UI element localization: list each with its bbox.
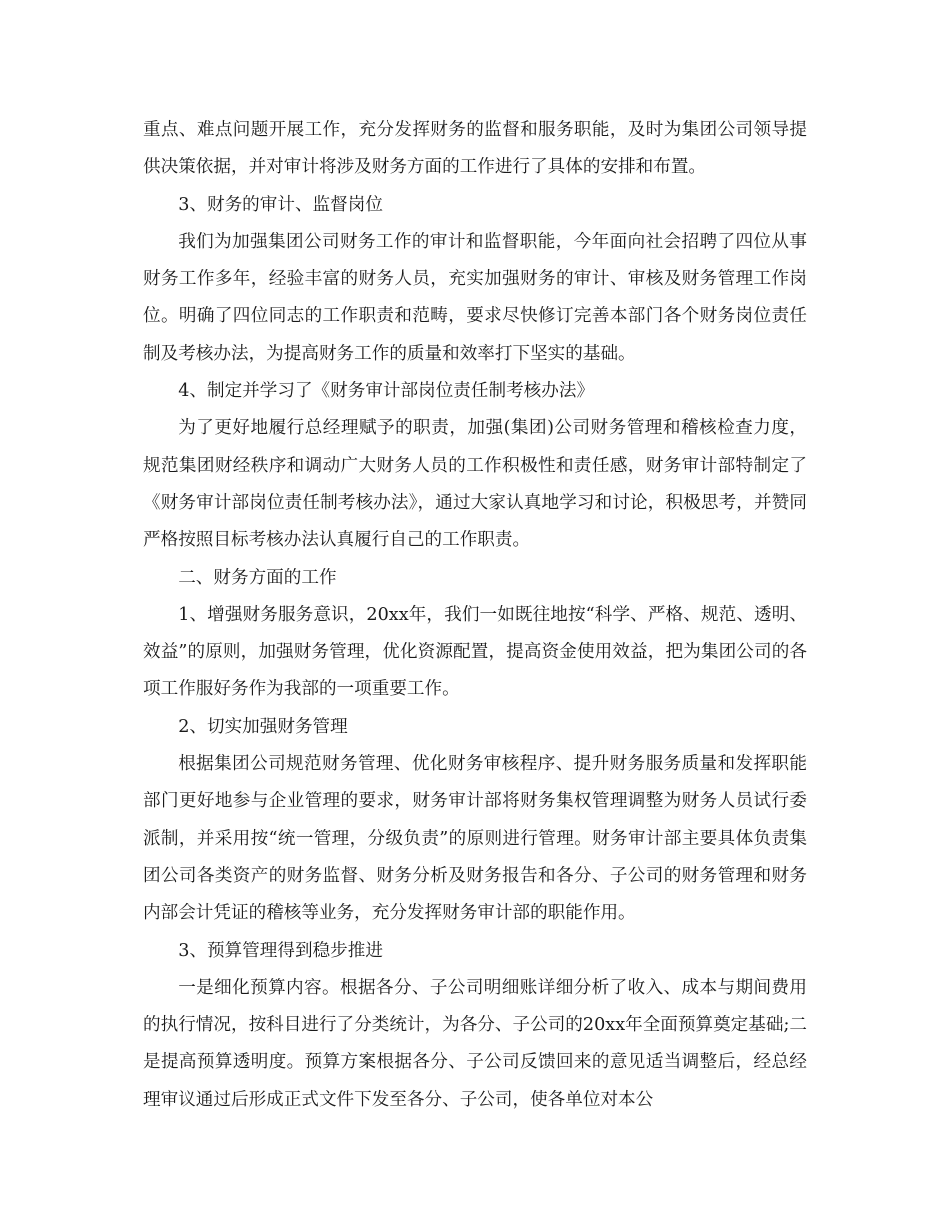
paragraph-budget-management: 一是细化预算内容。根据各分、子公司明细账详细分析了收入、成本与期间费用的执行情况，按科目进行了分类统计，为各分、子公司的20xx年全面预算奠定基础;二是提高预算透明度。预算方案根据各分、子公司反馈回来的意见适当调整后，经总经理审议通过后形成正式文件下发至各分、子公司，使各单位对本公 [143,977,807,1110]
paragraph-strengthen-management: 根据集团公司规范财务管理、优化财务审核程序、提升财务服务质量和发挥职能部门更好地参与企业管理的要求，财务审计部将财务集权管理调整为财务人员试行委派制，并采用按“统一管理，分级负责”的原则进行管理。财务审计部主要具体负责集团公司各类资产的财务监督、财务分析及财务报告和各分、子公司的财务管理和财务内部会计凭证的稽核等业务，充分发挥财务审计部的职能作用。 [143,754,807,924]
document-body [143,112,807,1119]
heading-assessment-method: 4、制定并学习了《财务审计部岗位责任制考核办法》 [178,381,595,402]
heading-budget-management: 3、预算管理得到稳步推进 [178,940,383,961]
heading-strengthen-management: 2、切实加强财务管理 [178,716,348,737]
paragraph-assessment-method: 为了更好地履行总经理赋予的职责，加强(集团)公司财务管理和稽核检查力度，规范集团财经秩序和调动广大财务人员的工作积极性和责任感，财务审计部特制定了《财务审计部岗位责任制考核办法》，通过大家认真地学习和讨论，积极思考，并赞同严格按照目标考核办法认真履行自己的工作职责。 [143,418,807,551]
paragraph-service-awareness: 1、增强财务服务意识，20xx年，我们一如既往地按“科学、严格、规范、透明、效益”的原则，加强财务管理，优化资源配置，提高资金使用效益，把为集团公司的各项工作服好务作为我部的一项重要工作。 [143,604,807,700]
paragraph-audit-staffing: 我们为加强集团公司财务工作的审计和监督职能，今年面向社会招聘了四位从事财务工作多年，经验丰富的财务人员，充实加强财务的审计、审核及财务管理工作岗位。明确了四位同志的工作职责和范畴，要求尽快修订完善本部门各个财务岗位责任制及考核办法，为提高财务工作的质量和效率打下坚实的基础。 [143,231,807,364]
heading-finance-work: 二、财务方面的工作 [178,567,337,588]
heading-audit-supervision-post: 3、财务的审计、监督岗位 [178,194,383,215]
paragraph-1: 重点、难点问题开展工作，充分发挥财务的监督和服务职能，及时为集团公司领导提供决策依据，并对审计将涉及财务方面的工作进行了具体的安排和布置。 [143,120,807,178]
